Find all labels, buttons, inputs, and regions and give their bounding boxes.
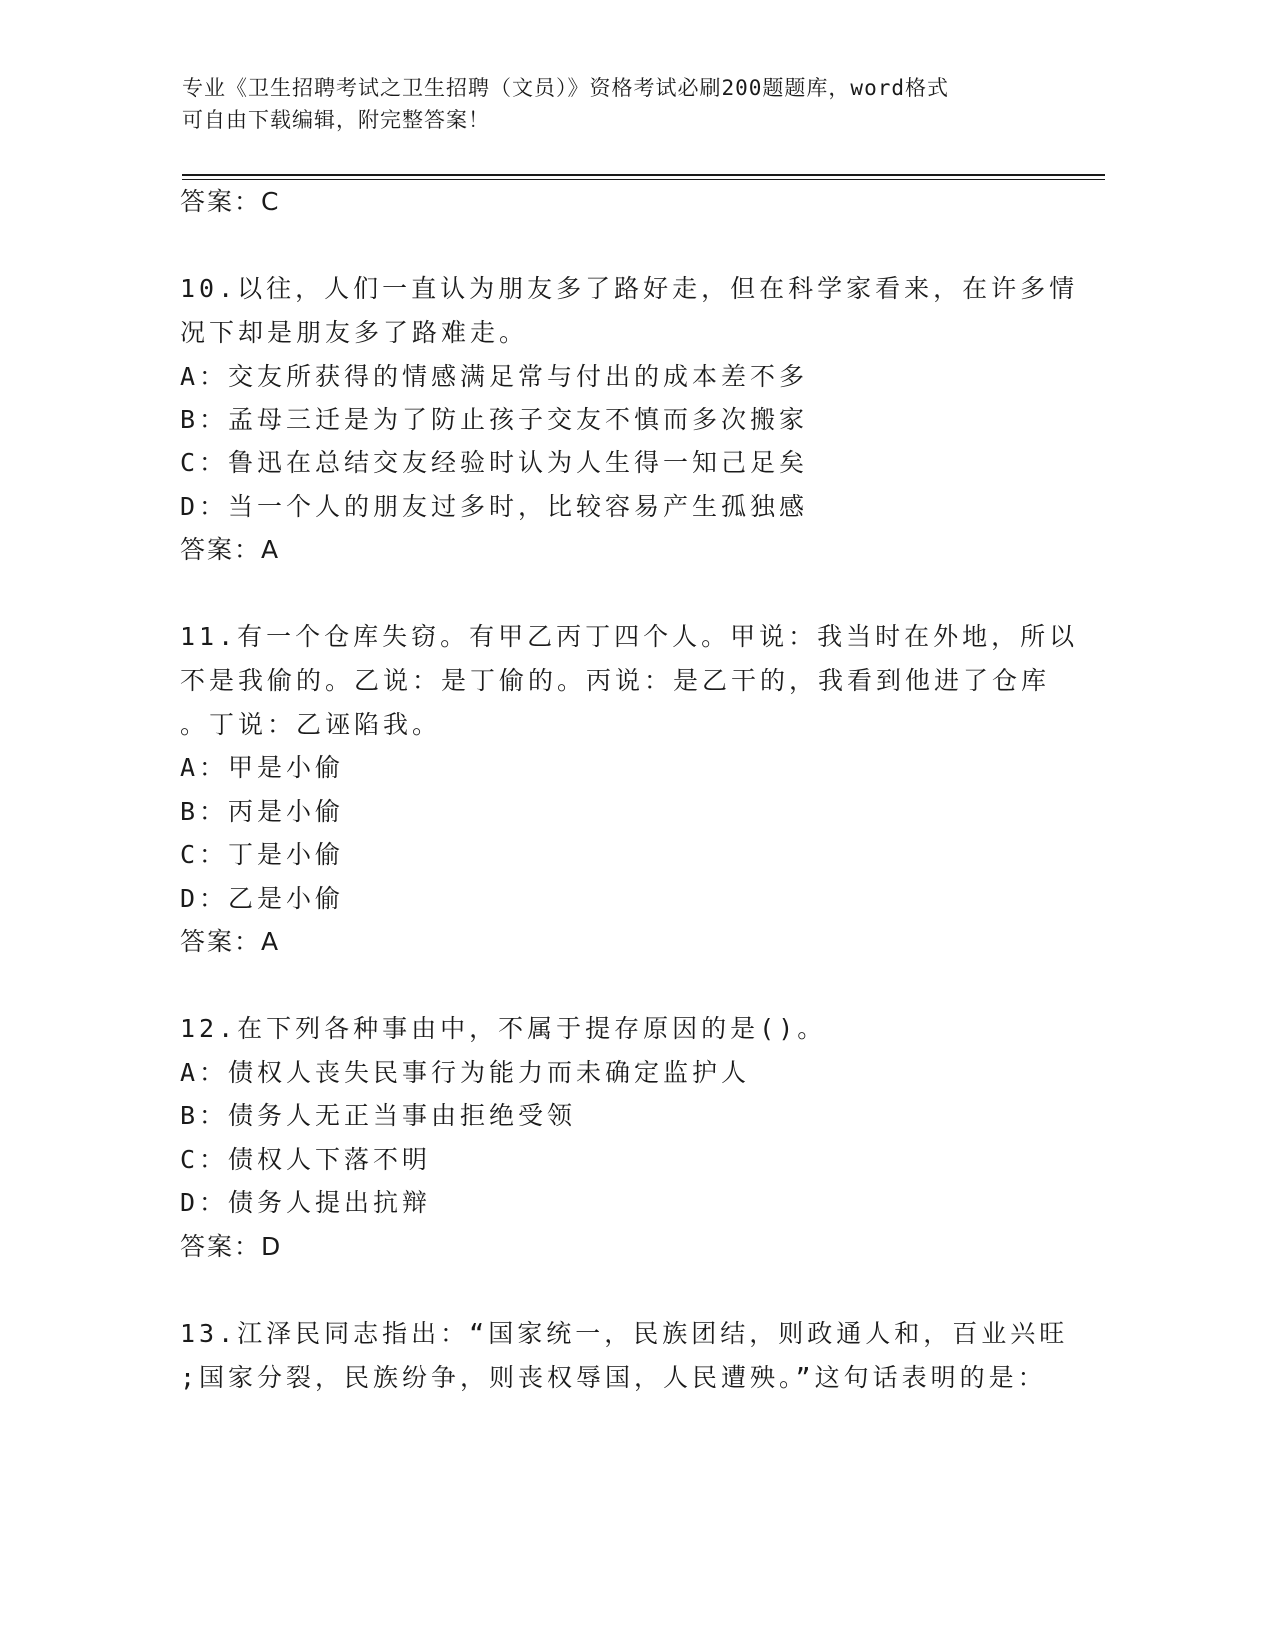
header-title-line-2: 可自由下载编辑，附完整答案！ xyxy=(182,108,490,132)
question-text-line: 况下却是朋友多了路难走。 xyxy=(180,318,529,347)
option-a: A：债权人丧失民事行为能力而未确定监护人 xyxy=(180,1058,751,1087)
question-text-line: 13.江泽民同志指出：“国家统一，民族团结，则政通人和，百业兴旺 xyxy=(180,1319,1069,1348)
option-c: C：鲁迅在总结交友经验时认为人生得一知己足矣 xyxy=(180,448,809,477)
option-d: D：当一个人的朋友过多时，比较容易产生孤独感 xyxy=(180,492,809,521)
option-b: B：孟母三迁是为了防止孩子交友不慎而多次搬家 xyxy=(180,405,809,434)
option-c: C：债权人下落不明 xyxy=(180,1145,432,1174)
header-divider-thin xyxy=(182,179,1105,180)
answer: 答案：A xyxy=(180,927,281,956)
question-text-line: 10.以往，人们一直认为朋友多了路好走，但在科学家看来，在许多情 xyxy=(180,274,1079,303)
option-b: B：丙是小偷 xyxy=(180,797,345,826)
document-header xyxy=(182,72,1062,136)
answer: 答案：A xyxy=(180,535,281,564)
question-text-line: 不是我偷的。乙说：是丁偷的。丙说：是乙干的，我看到他进了仓库 xyxy=(180,666,1051,695)
question-text-line: 11.有一个仓库失窃。有甲乙丙丁四个人。甲说：我当时在外地，所以 xyxy=(180,622,1079,651)
question-text-line: ;国家分裂，民族纷争，则丧权辱国，人民遭殃。”这句话表明的是： xyxy=(180,1363,1047,1392)
question-text-line: 12.在下列各种事由中，不属于提存原因的是()。 xyxy=(180,1014,827,1043)
option-b: B：债务人无正当事由拒绝受领 xyxy=(180,1101,577,1130)
option-a: A：交友所获得的情感满足常与付出的成本差不多 xyxy=(180,362,809,391)
option-d: D：乙是小偷 xyxy=(180,884,345,913)
answer: 答案：D xyxy=(180,1232,283,1261)
header-title-line-1: 专业《卫生招聘考试之卫生招聘（文员）》资格考试必刷200题题库，word格式 xyxy=(182,76,949,100)
question-text-line: 。丁说：乙诬陷我。 xyxy=(180,710,442,739)
option-a: A：甲是小偷 xyxy=(180,753,345,782)
option-d: D：债务人提出抗辩 xyxy=(180,1188,432,1217)
header-divider-thick xyxy=(182,174,1105,176)
option-c: C：丁是小偷 xyxy=(180,840,345,869)
previous-answer: 答案：C xyxy=(180,187,281,216)
